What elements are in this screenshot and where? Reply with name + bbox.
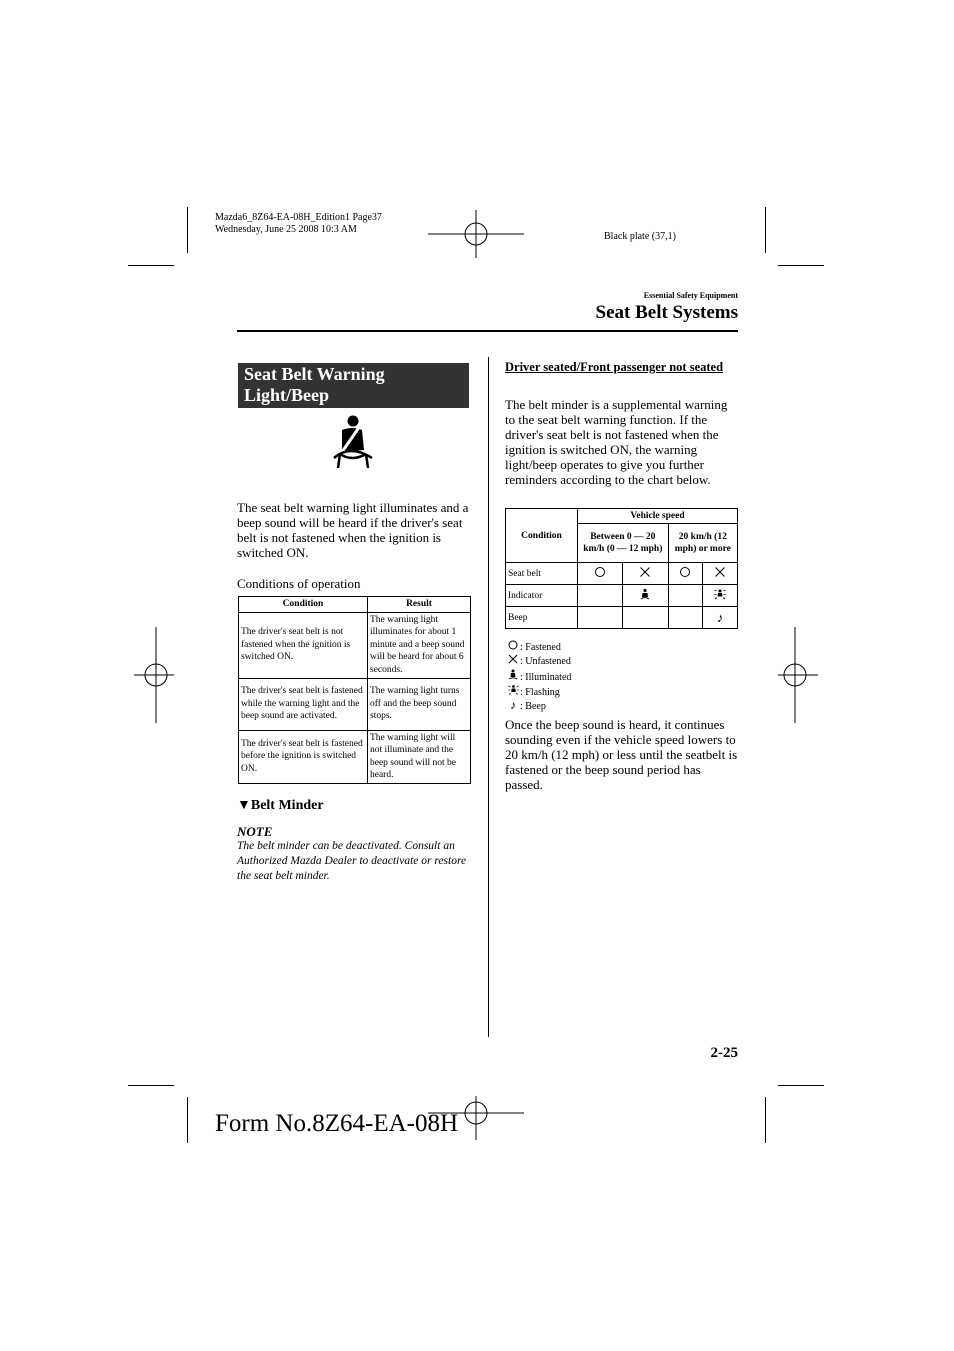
crop-mark — [128, 265, 174, 266]
row-label: Beep — [506, 607, 578, 629]
table-row — [506, 563, 738, 585]
table-header: Between 0 — 20 km/h (0 — 12 mph) — [578, 524, 669, 563]
flashing-icon — [703, 585, 738, 607]
table-row — [506, 585, 738, 607]
beep-icon: ♪ — [703, 607, 738, 629]
table-row — [239, 678, 471, 730]
table-cell: The driver's seat belt is not fastened when the ignition is switched ON. — [239, 612, 368, 678]
crop-mark — [778, 1085, 824, 1086]
right-subheading: Driver seated/Front passenger not seated — [505, 360, 724, 374]
print-file-line: Mazda6_8Z64-EA-08H_Edition1 Page37 — [215, 212, 382, 223]
legend-text: : Unfastened — [520, 656, 571, 668]
table-cell: The warning light turns off and the beep sound stops. — [368, 678, 471, 730]
triangle-down-icon: ▼ — [237, 798, 251, 813]
belt-minder-table — [505, 508, 738, 629]
page-title: Seat Belt Warning Light/Beep — [238, 363, 469, 408]
table-row — [506, 607, 738, 629]
legend-item — [506, 640, 571, 654]
note-text: The belt minder can be deactivated. Consult an Authorized Mazda Dealer to deactivate or restore the seat belt minder. — [237, 840, 467, 882]
crop-mark — [765, 207, 766, 253]
belt-minder-heading — [237, 798, 324, 814]
legend-item — [506, 684, 571, 699]
crop-mark — [187, 1097, 188, 1143]
chapter-label: Essential Safety Equipment — [643, 291, 738, 300]
row-label: Indicator — [506, 585, 578, 607]
registration-mark-icon — [134, 627, 174, 723]
registration-mark-icon — [778, 627, 818, 723]
registration-mark-icon — [428, 210, 524, 258]
legend-item — [506, 654, 571, 668]
empty-cell — [623, 607, 668, 629]
legend-text: : Illuminated — [520, 671, 572, 683]
table-row — [239, 612, 471, 678]
table-header: Condition — [506, 509, 578, 563]
crop-mark — [187, 207, 188, 253]
unfastened-icon — [703, 563, 738, 585]
header-rule — [237, 330, 738, 332]
table-cell: The driver's seat belt is fastened while the warning light and the beep sound are activated. — [239, 678, 368, 730]
fastened-icon — [668, 563, 703, 585]
conditions-table — [238, 596, 471, 784]
empty-cell — [668, 607, 703, 629]
table-header: 20 km/h (12 mph) or more — [668, 524, 737, 563]
fastened-icon — [506, 640, 520, 654]
right-intro-paragraph: The belt minder is a supplemental warning to the seat belt warning function. If the driver's seat belt is not fastened when the ignition is switched ON, the warning light/beep operates to give you further reminders according to the chart below. — [505, 397, 728, 487]
legend-item — [506, 699, 571, 713]
belt-minder-heading-text: Belt Minder — [250, 798, 324, 813]
illuminated-icon — [623, 585, 668, 607]
empty-cell — [578, 607, 623, 629]
flashing-icon — [506, 684, 520, 699]
plate-label: Black plate (37,1) — [604, 231, 676, 242]
row-label: Seat belt — [506, 563, 578, 585]
empty-cell — [578, 585, 623, 607]
section-title: Seat Belt Systems — [595, 302, 738, 323]
empty-cell — [668, 585, 703, 607]
closing-paragraph: Once the beep sound is heard, it continues sounding even if the vehicle speed lowers to 20 km/h (12 mph) or less until the seatbelt is fastened or the beep sound period has passed. — [505, 717, 738, 792]
legend-text: : Flashing — [520, 686, 560, 698]
conditions-label: Conditions of operation — [237, 576, 361, 591]
column-divider — [488, 357, 489, 1037]
form-number: Form No.8Z64-EA-08H — [215, 1110, 459, 1137]
legend-text: : Fastened — [520, 642, 561, 653]
left-intro-paragraph: The seat belt warning light illuminates and a beep sound will be heard if the driver's seat belt is not fastened when the ignition is switched ON. — [237, 500, 469, 560]
unfastened-icon — [506, 654, 520, 668]
crop-mark — [765, 1097, 766, 1143]
unfastened-icon — [623, 563, 668, 585]
note-label: NOTE — [237, 824, 273, 839]
table-header: Result — [368, 597, 471, 613]
legend — [506, 640, 571, 713]
fastened-icon — [578, 563, 623, 585]
page-number: 2-25 — [710, 1045, 738, 1061]
seat-belt-warning-icon — [328, 414, 376, 470]
illuminated-icon — [506, 669, 520, 684]
legend-item — [506, 669, 571, 684]
table-header: Condition — [239, 597, 368, 613]
table-cell: The driver's seat belt is fastened before the ignition is switched ON. — [239, 730, 368, 783]
table-cell: The warning light will not illuminate and the beep sound will not be heard. — [368, 730, 471, 783]
beep-icon: ♪ — [510, 698, 516, 713]
table-header: Vehicle speed — [578, 509, 738, 524]
crop-mark — [778, 265, 824, 266]
print-date-line: Wednesday, June 25 2008 10:3 AM — [215, 224, 357, 235]
table-cell: The warning light illuminates for about 1 minute and a beep sound will be heard for about 6 seconds. — [368, 612, 471, 678]
crop-mark — [128, 1085, 174, 1086]
legend-text: : Beep — [520, 701, 546, 713]
table-row — [239, 730, 471, 783]
